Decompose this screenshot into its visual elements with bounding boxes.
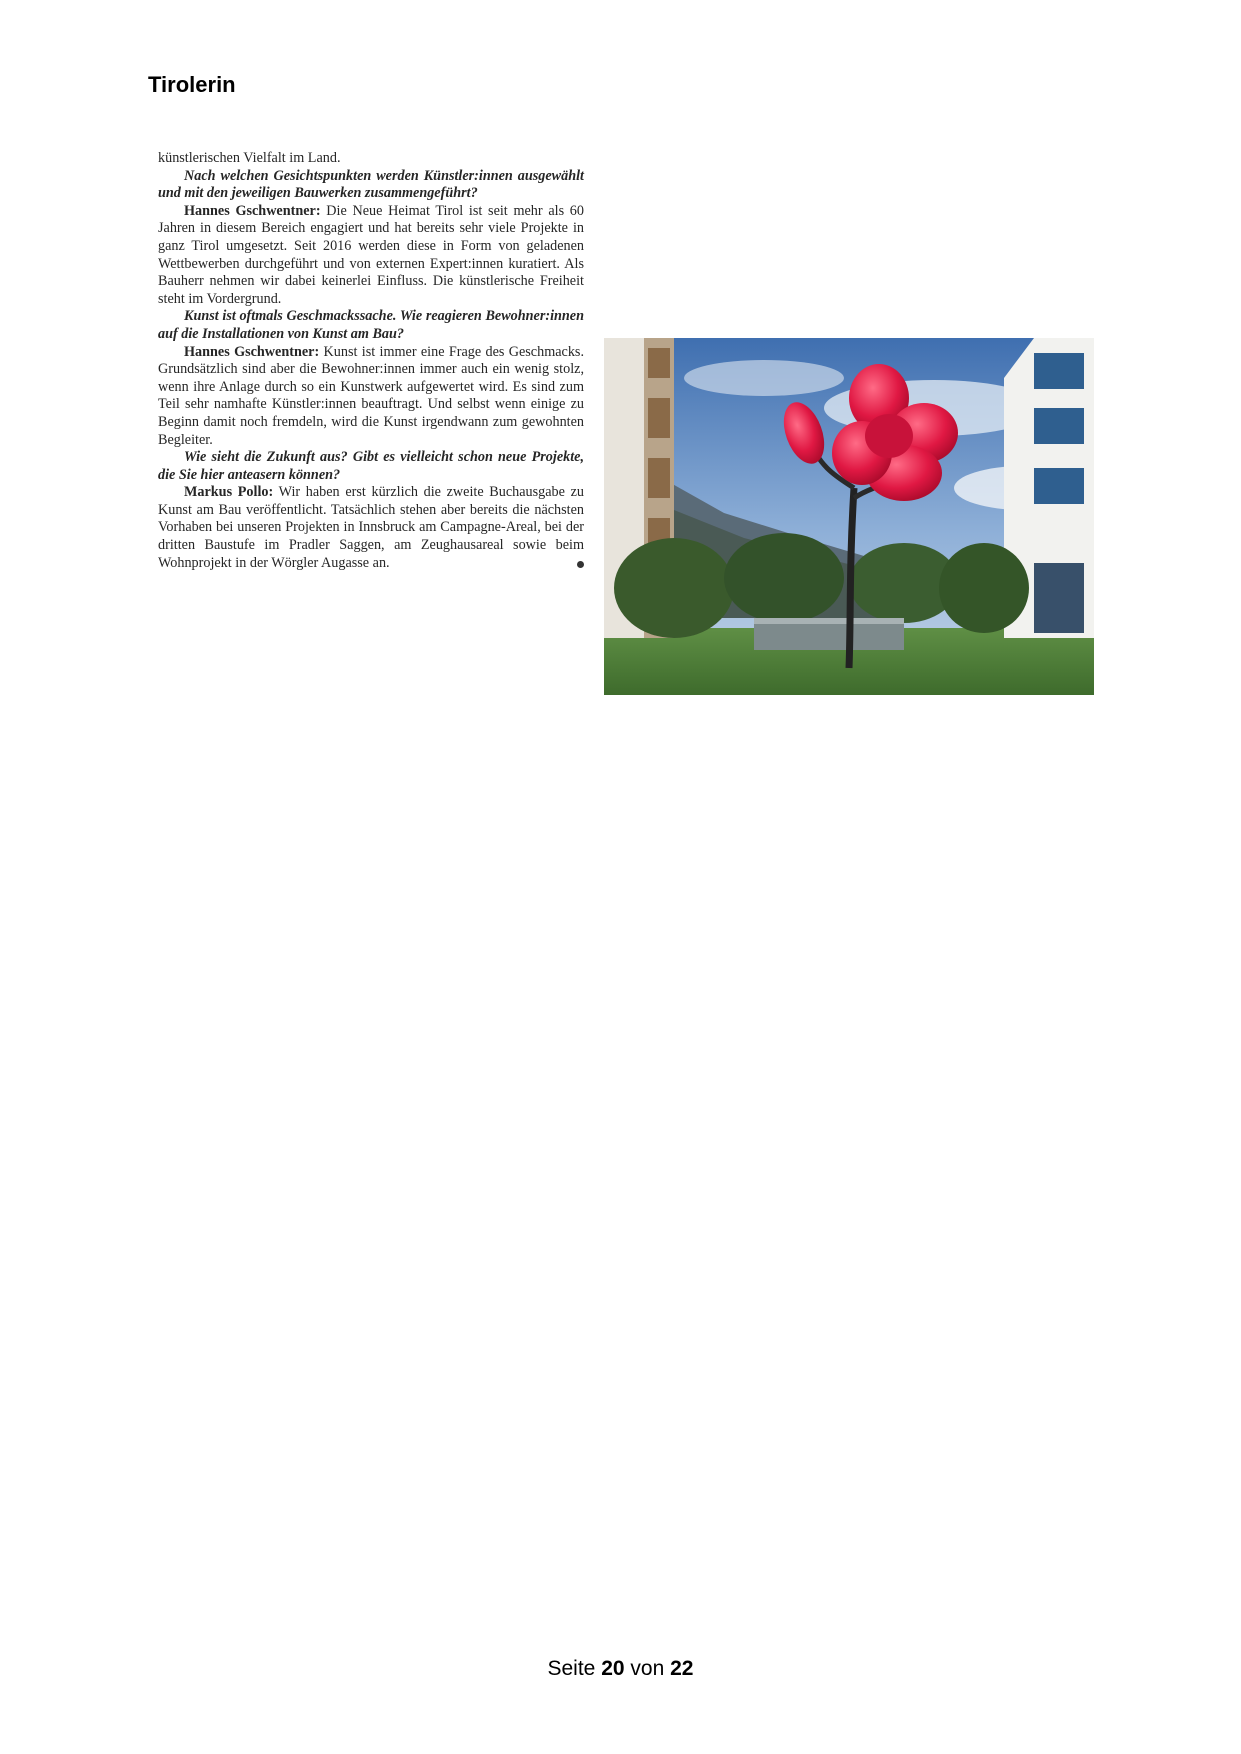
article-paragraph: künstlerischen Vielfalt im Land. <box>158 150 341 166</box>
article-column <box>158 150 584 572</box>
interview-answer: Hannes Gschwentner: Kunst ist immer eine Frage des Geschmacks. Grundsätzlich sind aber die Bewohner:innen immer auch ein wenig stolz, wenn ihre Anlage durch so ein Kunstwerk aufgewertet wird. Es sind zum Teil sehr namhafte Künstler:innen beauftragt. Und selbst wenn einige zu Beginn damit noch fremdeln, wird die Kunst irgendwann zum gewohnten Begleiter. <box>158 343 584 448</box>
interview-question: Nach welchen Gesichtspunkten werden Künstler:innen ausgewählt und mit den jeweiligen Bauwerken zusammengeführt? <box>158 167 584 202</box>
interview-answer: Markus Pollo: Wir haben erst kürzlich die zweite Buchausgabe zu Kunst am Bau veröffentlicht. Tatsächlich stehen aber bereits die nächsten Vorhaben bei unseren Projekten in Innsbruck am Campagne-Areal, bei der dritten Baustufe im Pradler Saggen, am Zeughausareal sowie beim Wohnprojekt in der Wörgler Augasse an. <box>158 484 584 571</box>
speaker-name: Hannes Gschwentner: <box>184 202 321 219</box>
speaker-name: Markus Pollo: <box>184 484 274 501</box>
speaker-name: Hannes Gschwentner: <box>184 343 320 360</box>
publication-title: Tirolerin <box>148 72 236 97</box>
interview-question: Wie sieht die Zukunft aus? Gibt es vielleicht schon neue Projekte, die Sie hier anteasern können? <box>158 449 584 483</box>
current-page-number: 20 <box>601 1657 625 1680</box>
total-pages-number: 22 <box>670 1657 694 1680</box>
page-footer: Seite 20 von 22 <box>547 1657 694 1680</box>
end-of-article-dot <box>577 561 584 568</box>
red-flower-sculpture-photo <box>604 338 1094 695</box>
interview-question: Kunst ist oftmals Geschmackssache. Wie reagieren Bewohner:innen auf die Installationen von Kunst am Bau? <box>158 308 584 342</box>
interview-answer: Hannes Gschwentner: Die Neue Heimat Tirol ist seit mehr als 60 Jahren in diesem Bereich engagiert und hat bereits sehr viele Projekte in ganz Tirol umgesetzt. Seit 2016 werden diese in Form von geladenen Wettbewerben durchgeführt und von externen Expert:innen kuratiert. Als Bauherr nehmen wir dabei keinerlei Einfluss. Die künstlerische Freiheit steht im Vordergrund. <box>158 202 584 307</box>
